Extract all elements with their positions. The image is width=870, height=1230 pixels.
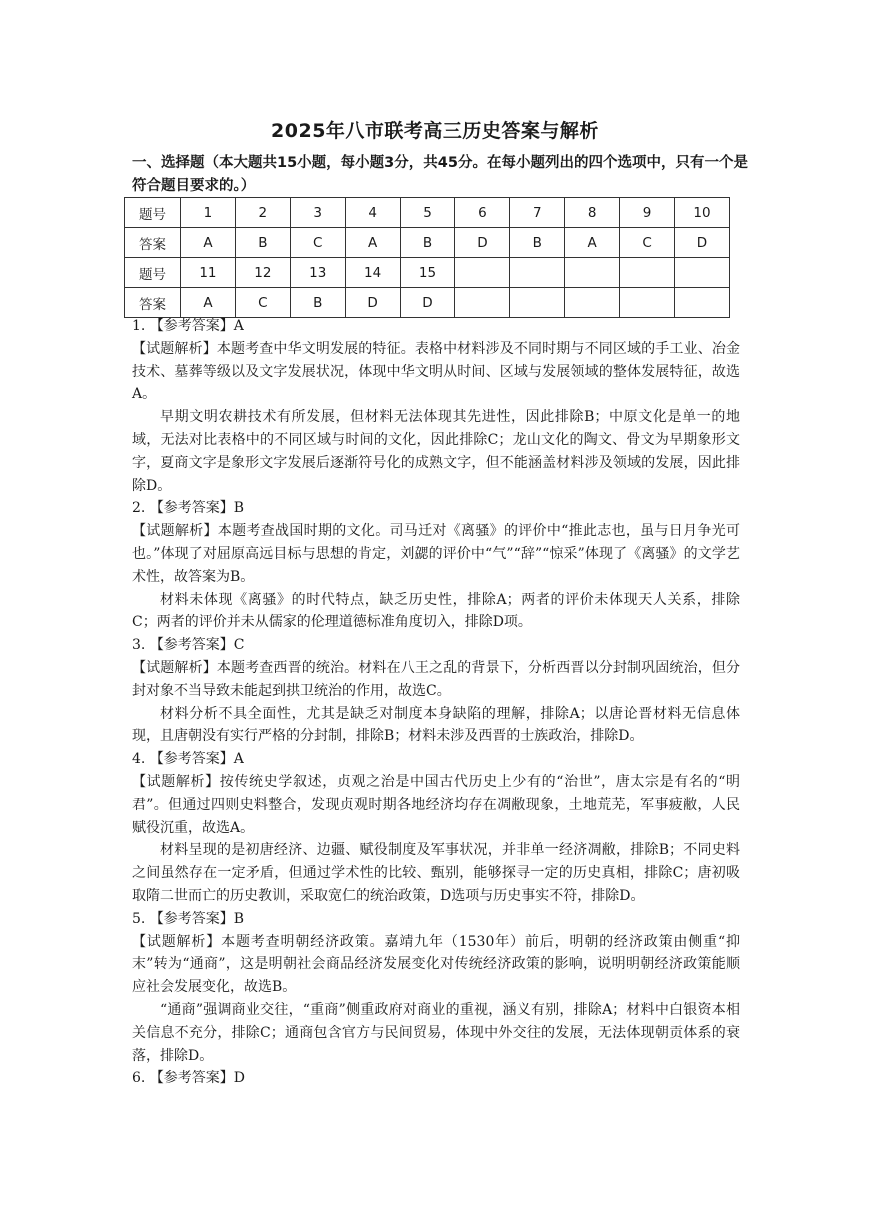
answer-line: 5. 【参考答案】B <box>132 910 245 927</box>
answer-table-cell: A <box>565 228 620 258</box>
answer-table-row <box>125 288 730 318</box>
answer-table-cell: C <box>290 228 345 258</box>
answer-table-cell <box>675 288 730 318</box>
answer-table-cell: 15 <box>400 258 455 288</box>
answer-table-cell: B <box>235 228 290 258</box>
elimination-paragraph: “通商”强调商业交往，“重商”侧重政府对商业的重视，涵义有别，排除A；材料中白银资本相关信息不充分，排除C；通商包含官方与民间贸易，体现中外交往的发展，无法体现朝贡体系的衰落，排除D。 <box>132 1001 740 1064</box>
answer-table-cell: 11 <box>181 258 236 288</box>
analysis-paragraph: 【试题解析】本题考查明朝经济政策。嘉靖九年（1530年）前后，明朝的经济政策由侧重“抑末”转为“通商”，这是明朝社会商品经济发展变化对传统经济政策的影响，说明明朝经济政策能顺应社会发展变化，故选B。 <box>132 933 740 996</box>
answer-table-cell: 14 <box>345 258 400 288</box>
answer-line: 2. 【参考答案】B <box>132 500 245 517</box>
answer-line: 3. 【参考答案】C <box>132 637 245 654</box>
answer-table-cell: B <box>400 228 455 258</box>
answer-table-cell: D <box>455 228 510 258</box>
answer-table-cell: 6 <box>455 198 510 228</box>
answer-table-row <box>125 198 730 228</box>
analysis-paragraph: 【试题解析】本题考查战国时期的文化。司马迁对《离骚》的评价中“推此志也，虽与日月争光可也。”体现了对屈原高远目标与思想的肯定，刘勰的评价中“气”“辞”“惊采”体现了《离骚》的文学艺术性，故答案为B。 <box>132 523 740 585</box>
answer-table-cell <box>510 258 565 288</box>
answer-table-row-label: 题号 <box>125 198 181 228</box>
section-heading: 一、选择题（本大题共15小题，每小题3分，共45分。在每小题列出的四个选项中，只有一个是符合题目要求的。） <box>132 155 748 194</box>
answer-table-cell: 7 <box>510 198 565 228</box>
answer-table-row <box>125 258 730 288</box>
answer-table-row-label: 题号 <box>125 258 181 288</box>
elimination-paragraph: 材料未体现《离骚》的时代特点，缺乏历史性，排除A；两者的评价未体现天人关系，排除C；两者的评价并未从儒家的伦理道德标准角度切入，排除D项。 <box>132 591 740 631</box>
answer-table-cell: A <box>181 228 236 258</box>
answer-table-cell <box>620 288 675 318</box>
answer-table-cell <box>620 258 675 288</box>
answer-table-row-label: 答案 <box>125 288 181 318</box>
answer-table-cell: C <box>620 228 675 258</box>
answer-line: 6. 【参考答案】D <box>132 1070 246 1087</box>
elimination-paragraph: 早期文明农耕技术有所发展，但材料无法体现其先进性，因此排除B；中原文化是单一的地域，无法对比表格中的不同区域与时间的文化，因此排除C；龙山文化的陶文、骨文为早期象形文字，夏商文字是象形文字发展后逐渐符号化的成熟文字，但不能涵盖材料涉及领域的发展，因此排除D。 <box>132 409 740 494</box>
answer-table-cell: 12 <box>235 258 290 288</box>
elimination-paragraph: 材料呈现的是初唐经济、边疆、赋役制度及军事状况，并非单一经济凋敝，排除B；不同史料之间虽然存在一定矛盾，但通过学术性的比较、甄别，能够探寻一定的历史真相，排除C；唐初吸取隋二世而亡的历史教训，采取宽仁的统治政策，D选项与历史事实不符，排除D。 <box>132 842 740 904</box>
analysis-paragraph: 【试题解析】本题考查中华文明发展的特征。表格中材料涉及不同时期与不同区域的手工业、冶金技术、墓葬等级以及文字发展状况，体现中华文明从时间、区域与发展领域的整体发展特征，故选A。 <box>132 340 740 403</box>
answer-table <box>124 197 730 318</box>
answer-table-cell: D <box>345 288 400 318</box>
answer-table-cell: 3 <box>290 198 345 228</box>
page-title: 2025年八市联考高三历史答案与解析 <box>271 120 599 142</box>
answer-table-cell: B <box>290 288 345 318</box>
answer-table-cell: 13 <box>290 258 345 288</box>
answer-table-cell: A <box>181 288 236 318</box>
answer-table-cell: 10 <box>675 198 730 228</box>
answer-line: 1. 【参考答案】A <box>132 318 244 334</box>
answer-table-cell <box>565 258 620 288</box>
answer-table-cell: 2 <box>235 198 290 228</box>
analysis-paragraph: 【试题解析】本题考查西晋的统治。材料在八王之乱的背景下，分析西晋以分封制巩固统治，但分封对象不当导致未能起到拱卫统治的作用，故选C。 <box>132 659 740 699</box>
answer-table-row <box>125 228 730 258</box>
analysis-paragraph: 【试题解析】按传统史学叙述，贞观之治是中国古代历史上少有的“治世”，唐太宗是有名的“明君”。但通过四则史料整合，发现贞观时期各地经济均存在凋敝现象，土地荒芜，军事疲敝，人民赋役沉重，故选A。 <box>132 773 740 836</box>
answer-table-cell <box>510 288 565 318</box>
answer-table-cell: B <box>510 228 565 258</box>
answer-table-cell <box>455 288 510 318</box>
answer-table-cell: C <box>235 288 290 318</box>
answer-table-cell: A <box>345 228 400 258</box>
answer-table-cell <box>565 288 620 318</box>
answer-table-cell: D <box>675 228 730 258</box>
answer-table-cell: 5 <box>400 198 455 228</box>
answer-table-cell: D <box>400 288 455 318</box>
answer-table-cell <box>455 258 510 288</box>
answer-table-row-label: 答案 <box>125 228 181 258</box>
answer-analysis-body <box>132 315 740 1090</box>
elimination-paragraph: 材料分析不具全面性，尤其是缺乏对制度本身缺陷的理解，排除A；以唐论晋材料无信息体现，且唐朝没有实行严格的分封制，排除B；材料未涉及西晋的士族政治，排除D。 <box>132 705 740 745</box>
answer-table-cell <box>675 258 730 288</box>
answer-table-cell: 1 <box>181 198 236 228</box>
answer-table-cell: 8 <box>565 198 620 228</box>
answer-line: 4. 【参考答案】A <box>132 751 244 768</box>
answer-table-cell: 4 <box>345 198 400 228</box>
answer-table-cell: 9 <box>620 198 675 228</box>
